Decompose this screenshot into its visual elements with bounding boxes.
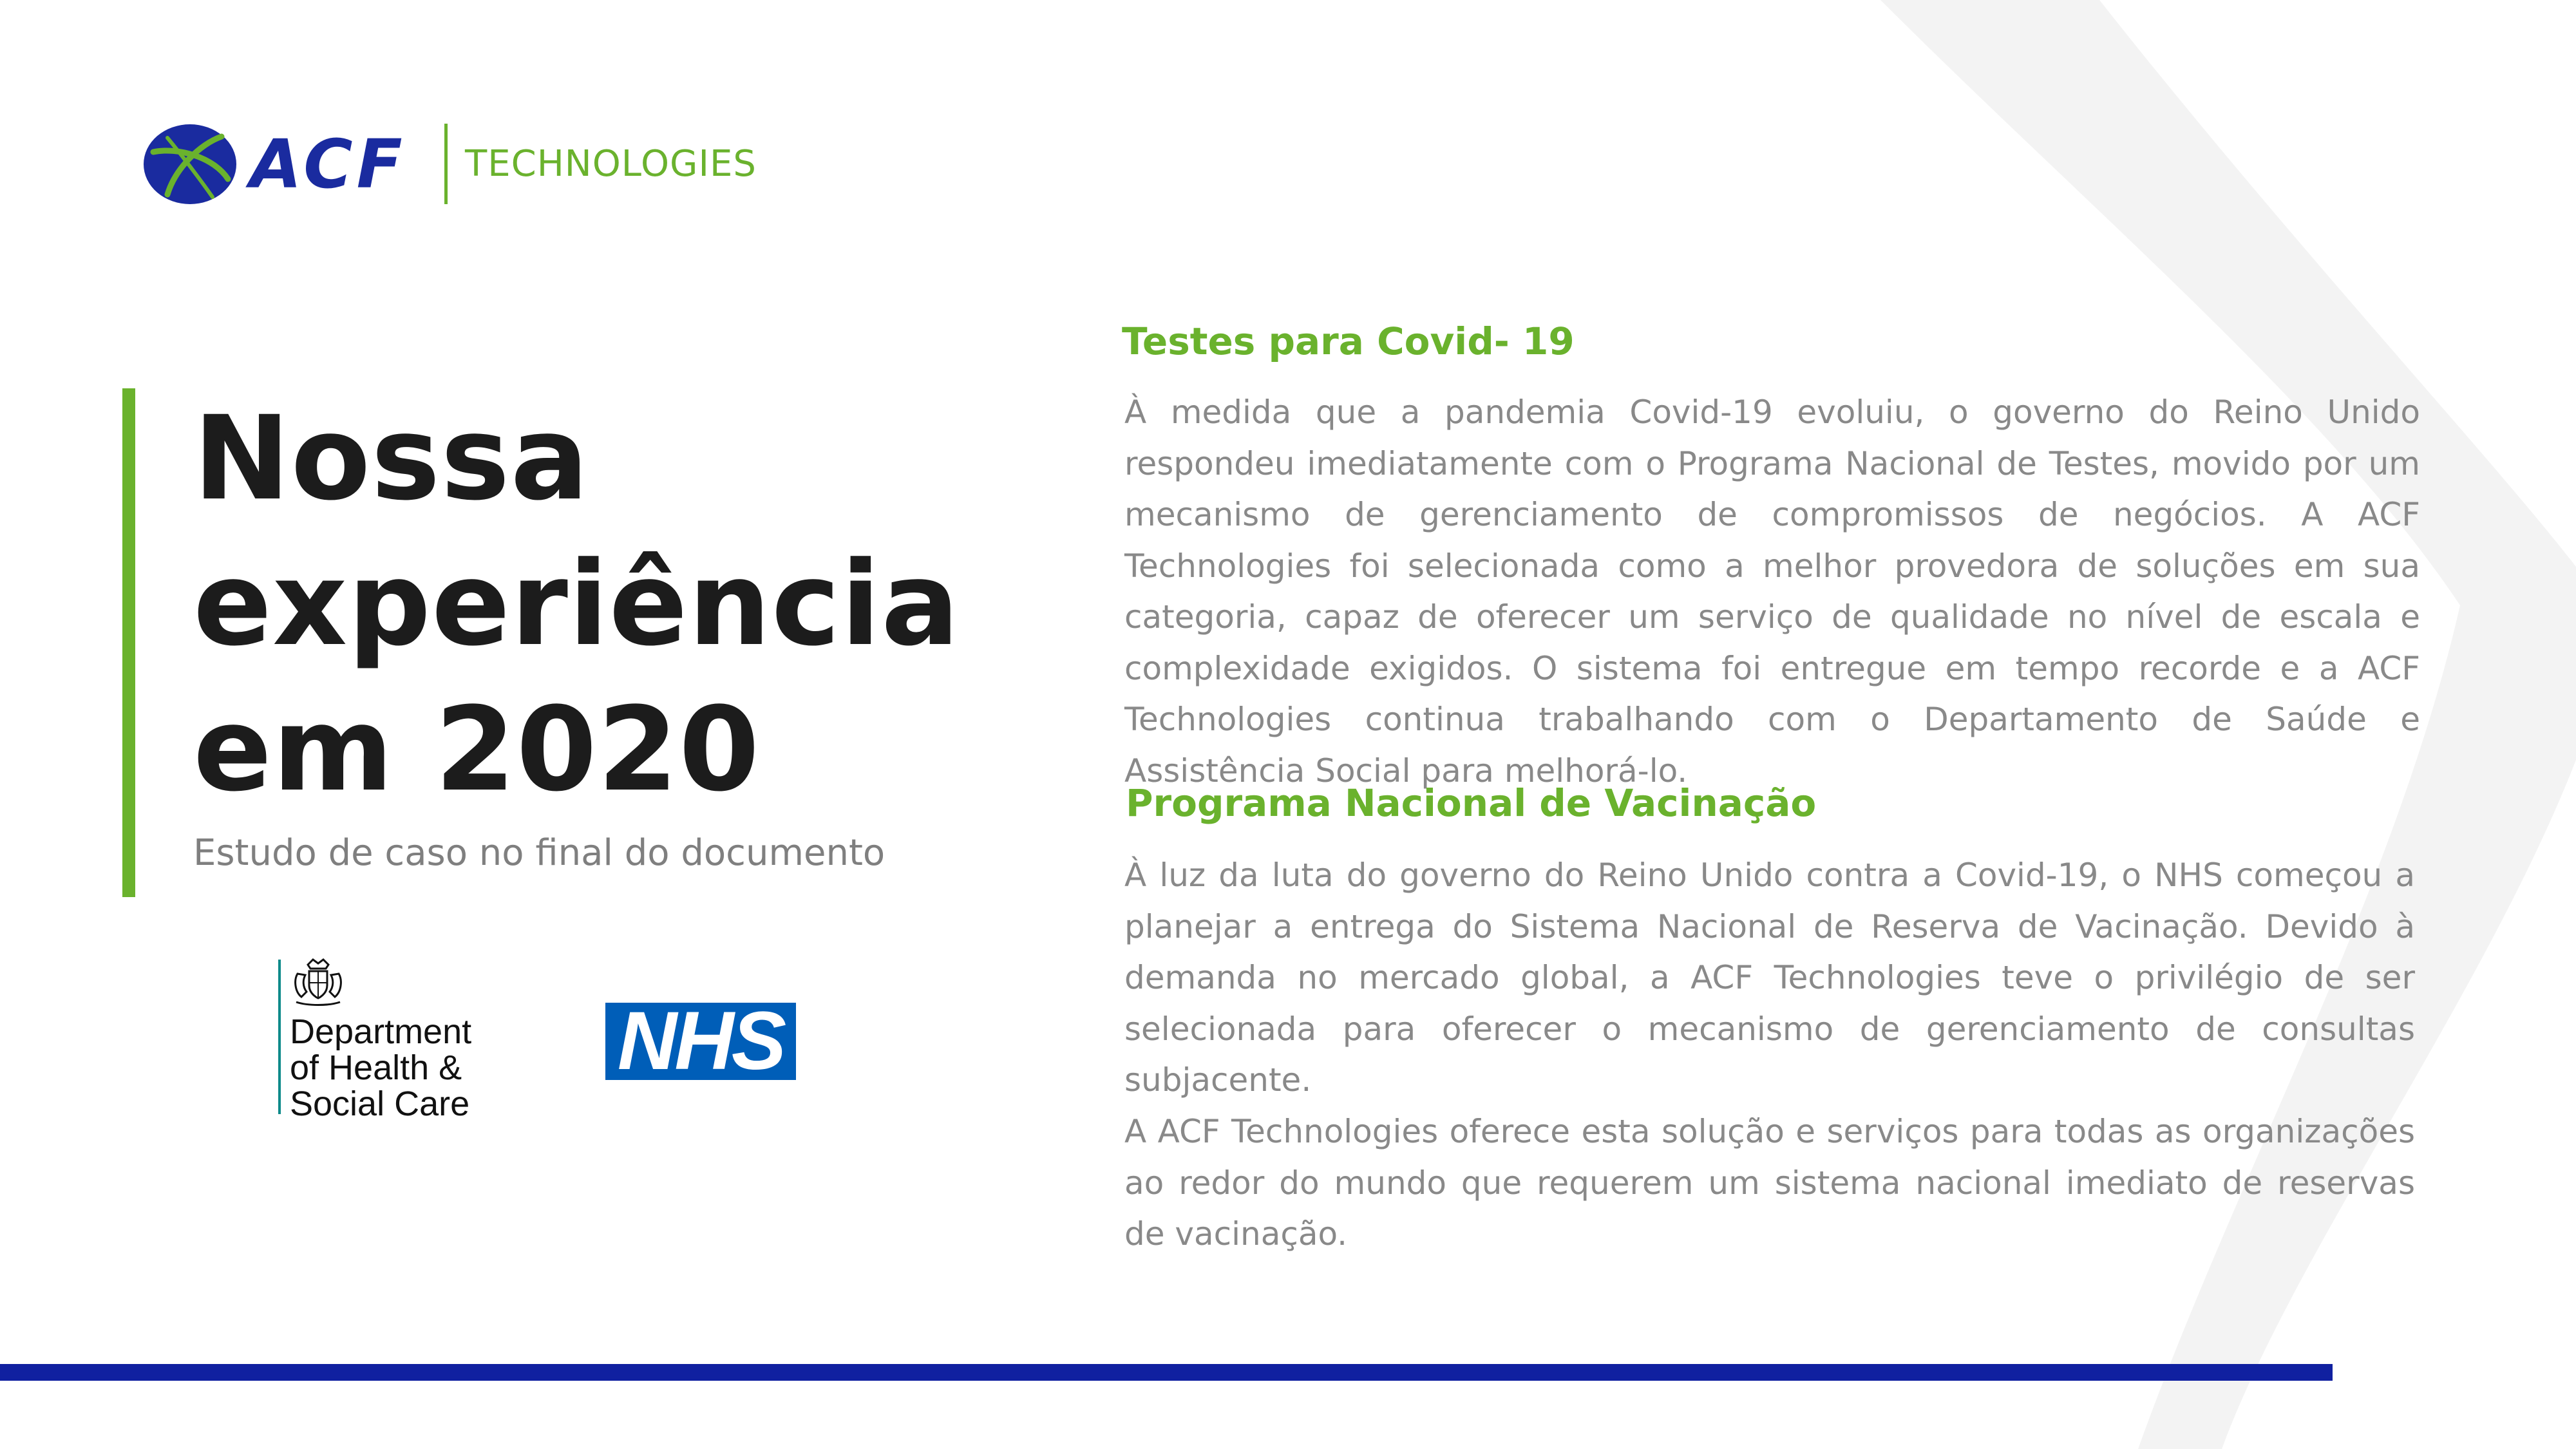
section-body-vaccination: À luz da luta do governo do Reino Unido contra a Covid-19, o NHS começou a planejar a entrega do Sistema Nacional de Reserva de Vacinação. Devido à demanda no mercado global, a ACF Technologies teve o privilégio de ser selecionada para oferecer o mecanismo de gerenciamento de consultas subjacente.: [1124, 857, 2415, 1099]
logo-divider: [444, 124, 448, 204]
dhsc-logo-line-1: Department: [290, 1012, 472, 1051]
page-title-line-2: experiência: [193, 537, 960, 672]
section-body-covid-testing: À medida que a pandemia Covid-19 evoluiu, o governo do Reino Unido respondeu imediatamente com o Programa Nacional de Testes, movido por um mecanismo de gerenciamento de compromissos de negócios. A ACF Technologies foi selecionada como a melhor provedora de soluções em sua categoria, capaz de oferecer um serviço de qualidade no nível de escala e complexidade exigidos. O sistema foi entregue em tempo recorde e a ACF Technologies continua trabalhando com o Departamento de Saúde e Assistência Social para melhorá-lo.: [1124, 393, 2420, 790]
footer-rule: [0, 1364, 2333, 1381]
page-title-line-1: Nossa: [193, 392, 590, 526]
logo-tagline: TECHNOLOGIES: [465, 143, 757, 185]
page-title: [193, 386, 966, 823]
section-heading-covid-testing: Testes para Covid- 19: [1122, 319, 1575, 363]
nhs-logo: NHS: [605, 1003, 796, 1080]
dhsc-logo: [277, 958, 496, 1123]
section-heading-vaccination: Programa Nacional de Vacinação: [1126, 781, 1817, 825]
dhsc-logo-line-2: of Health &: [290, 1048, 462, 1087]
dhsc-logo-rule: [278, 960, 281, 1114]
acf-globe-icon: [142, 122, 238, 206]
headline-accent-bar: [122, 388, 135, 897]
royal-coat-of-arms-icon: [289, 958, 348, 1007]
dhsc-logo-line-3: Social Care: [290, 1084, 470, 1123]
page-title-line-3: em 2020: [193, 683, 761, 817]
logo-brand-text: ACF: [250, 125, 406, 204]
page-subtitle: Estudo de caso no final do documento: [193, 832, 886, 874]
section-body-vaccination-offer: A ACF Technologies oferece esta solução e serviços para todas as organizações ao redor do mundo que requerem um sistema nacional imediato de reservas de vacinação.: [1124, 1113, 2415, 1253]
dhsc-logo-text: [290, 1014, 471, 1122]
